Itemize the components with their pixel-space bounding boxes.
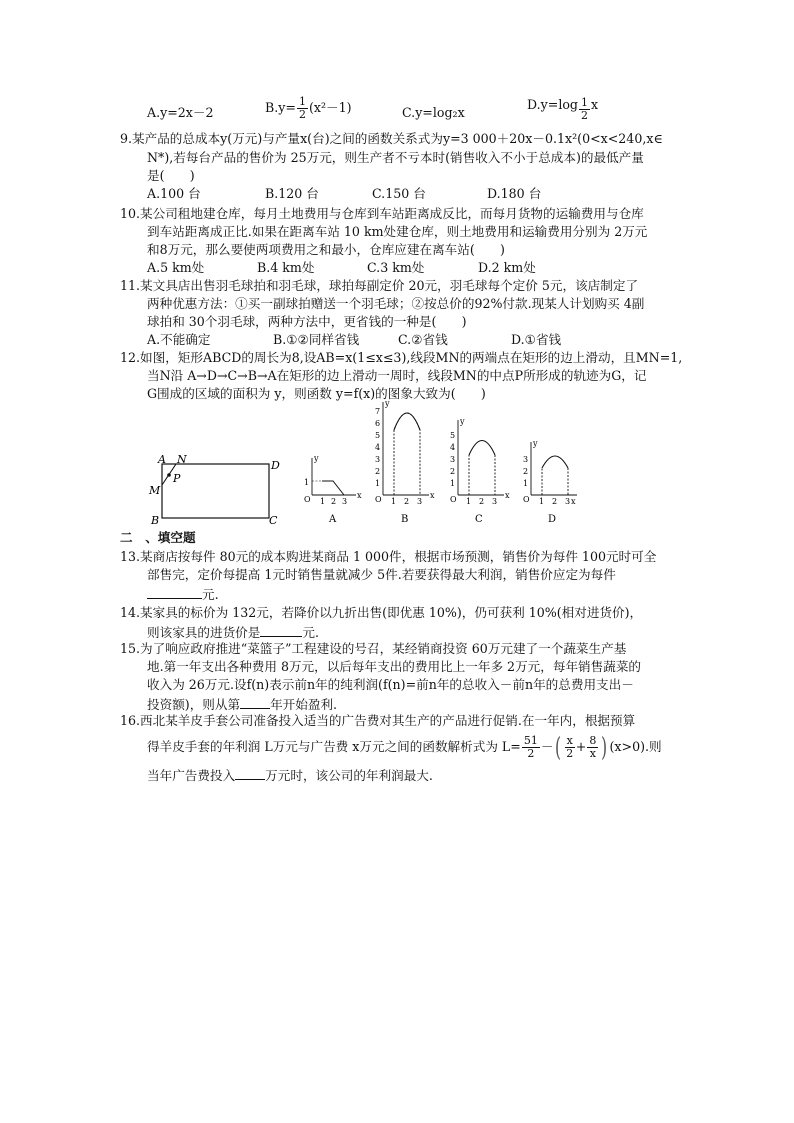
graph-c-ytick-4: 4 bbox=[450, 443, 456, 452]
q8-b-prefix: B.y= bbox=[265, 100, 296, 115]
q16-prefix-2: 当年广告费投入 bbox=[147, 768, 236, 783]
q11-option-a: A.不能确定 bbox=[147, 332, 211, 347]
q12-line-3: G围成的区域的面积为 y，则函数 y=f(x)的图象大致为( ) bbox=[147, 386, 486, 401]
graph-d-y-label: y bbox=[533, 439, 538, 448]
q16-f2-num: x bbox=[566, 734, 573, 747]
graph-c-ytick-3: 3 bbox=[450, 455, 456, 464]
graph-a-curve bbox=[322, 481, 344, 495]
q16-suffix-2: 万元时，该公司的年利润最大. bbox=[265, 768, 433, 783]
q16-line-2 bbox=[147, 730, 662, 764]
q8-d-prefix: D.y=log bbox=[527, 97, 578, 112]
graph-a-xtick-2: 2 bbox=[331, 497, 337, 506]
graph-c-ytick-1: 1 bbox=[450, 479, 456, 488]
q13-line-2: 部售完，定价每提高 1元时销售量就减少 5件.若要获得最大利润，销售价应定为每件 bbox=[147, 567, 616, 582]
graph-b-curve bbox=[394, 413, 420, 430]
q10-option-d: D.2 km处 bbox=[478, 260, 536, 275]
q13-line-3 bbox=[147, 584, 219, 604]
label-b: B bbox=[151, 514, 160, 527]
q16-suffix-1: (x>0).则 bbox=[609, 739, 662, 754]
graph-a-x-label: x bbox=[357, 491, 362, 500]
graph-c-y-label: y bbox=[460, 417, 465, 426]
graph-c-guides bbox=[469, 455, 495, 495]
q9-option-c: C.150 台 bbox=[372, 186, 426, 201]
q14-line-2 bbox=[147, 622, 319, 642]
label-p: P bbox=[173, 472, 181, 485]
q12-figure bbox=[140, 400, 580, 530]
graph-c-xtick-3: 3 bbox=[492, 497, 498, 506]
q8-d-suffix: x bbox=[591, 97, 599, 112]
q8-b-den: 2 bbox=[298, 108, 306, 121]
q12-line-1: 12.如图，矩形ABCD的周长为8,设AB=x(1≤x≤3),线段MN的两端点在矩形的边上滑动，且MN=1, bbox=[120, 350, 683, 365]
graph-d-xtick-3: 3 bbox=[565, 497, 571, 506]
graph-d-ytick-3: 3 bbox=[523, 455, 529, 464]
q14-answer-blank[interactable] bbox=[260, 622, 302, 637]
q9-line-1: 9.某产品的总成本y(万元)与产量x(台)之间的函数关系式为y=3 000＋20x－0.1x²(0<x<240,x∈ bbox=[120, 131, 663, 146]
label-m: M bbox=[149, 484, 161, 497]
q10-line-3: 和8万元，那么要使两项费用之和最小，仓库应建在离车站( ) bbox=[147, 242, 505, 257]
graph-a-ytick-1: 1 bbox=[304, 478, 310, 487]
q9-line-2: N*),若每台产品的售价为 25万元，则生产者不亏本时(销售收入不小于总成本)的最低产量 bbox=[147, 150, 644, 165]
label-n: N bbox=[177, 453, 187, 466]
graph-a-xtick-3: 3 bbox=[342, 497, 348, 506]
q9-option-a: A.100 台 bbox=[147, 186, 201, 201]
q15-prefix: 投资额)，则从第 bbox=[147, 697, 241, 712]
q11-option-b: B.①②同样省钱 bbox=[273, 332, 360, 347]
graph-b-ytick-5: 5 bbox=[375, 431, 381, 440]
q13-suffix: 元. bbox=[202, 587, 219, 602]
q9-option-d: D.180 台 bbox=[487, 186, 542, 201]
section-fill-in-title: 二 、填空题 bbox=[120, 530, 196, 545]
graph-b-ytick-3: 3 bbox=[375, 455, 381, 464]
q11-line-3: 球拍和 30个羽毛球，两种方法中，更省钱的一种是( ) bbox=[147, 314, 467, 329]
graph-a-origin: O bbox=[304, 495, 311, 504]
q10-option-a: A.5 km处 bbox=[147, 260, 205, 275]
graph-b-ytick-1: 1 bbox=[375, 479, 381, 488]
q16-minus: － bbox=[540, 739, 554, 754]
q16-line-1: 16.西北某羊皮手套公司准备投入适当的广告费对其生产的产品进行促销.在一年内，根据预算 bbox=[120, 713, 636, 728]
graph-c bbox=[450, 417, 510, 525]
graph-a bbox=[304, 454, 362, 525]
graph-a-y-label: y bbox=[314, 454, 319, 463]
q16-f2-den: 2 bbox=[566, 747, 574, 760]
q8-b-suffix: (x²－1) bbox=[308, 100, 352, 115]
graph-b-caption: B bbox=[401, 514, 409, 525]
graph-b-y-label: y bbox=[385, 400, 390, 408]
graph-b-ytick-4: 4 bbox=[375, 443, 381, 452]
graph-d-caption: D bbox=[548, 514, 557, 525]
q9-option-b: B.120 台 bbox=[265, 186, 319, 201]
graph-c-origin: O bbox=[450, 495, 457, 504]
q15-answer-blank[interactable] bbox=[240, 694, 270, 709]
graph-b-ytick-7: 7 bbox=[375, 407, 381, 416]
graph-b-origin: O bbox=[375, 495, 382, 504]
graph-d-ytick-2: 2 bbox=[523, 467, 529, 476]
q16-fraction-x-2 bbox=[565, 735, 575, 760]
q11-option-c: C.②省钱 bbox=[398, 332, 448, 347]
q10-option-c: C.3 km处 bbox=[367, 260, 425, 275]
graph-d-xtick-2: 2 bbox=[552, 497, 558, 506]
q8-d-fraction bbox=[579, 97, 590, 122]
q16-f1-num: 51 bbox=[523, 734, 538, 747]
q16-f1-den: 2 bbox=[527, 747, 535, 760]
q10-line-1: 10.某公司租地建仓库，每月土地费用与仓库到车站距离成反比，而每月货物的运输费用与仓库 bbox=[120, 206, 644, 221]
q12-line-2: 当N沿 A→D→C→B→A在矩形的边上滑动一周时，线段MN的中点P所形成的轨迹为G，记 bbox=[147, 368, 647, 383]
graph-d bbox=[523, 439, 577, 525]
graph-d-ytick-1: 1 bbox=[523, 479, 529, 488]
q8-d-den: 2 bbox=[581, 109, 588, 122]
q16-left-paren: ( bbox=[555, 732, 562, 763]
graph-c-caption: C bbox=[475, 514, 483, 525]
q16-fraction-8-x bbox=[587, 735, 598, 760]
q11-line-2: 两种优惠方法：①买一副球拍赠送一个羽毛球；②按总价的92%付款.现某人计划购买 4副 bbox=[147, 296, 645, 311]
q10-line-2: 到车站距离成正比.如果在距离车站 10 km处建仓库，则土地费用和运输费用分别为 2万元 bbox=[147, 224, 648, 239]
graph-b-xtick-2: 2 bbox=[404, 497, 410, 506]
q14-line-1: 14.某家具的标价为 132元，若降价以九折出售(即优惠 10%)，仍可获利 10%(相对进货价)， bbox=[120, 605, 643, 620]
q16-line-3 bbox=[147, 765, 433, 785]
label-c: C bbox=[269, 514, 278, 527]
graph-b-x-label: x bbox=[430, 491, 435, 500]
q16-fraction-51-2 bbox=[522, 735, 540, 760]
q14-suffix: 元. bbox=[302, 625, 319, 640]
graph-c-curve bbox=[469, 441, 495, 456]
graph-d-x-label: x bbox=[571, 497, 576, 506]
graph-d-xtick-1: 1 bbox=[539, 497, 545, 506]
graph-c-x-label: x bbox=[505, 491, 510, 500]
graph-b bbox=[375, 400, 435, 525]
label-a: A bbox=[158, 453, 166, 466]
graph-d-guides bbox=[542, 468, 568, 495]
graph-d-curve bbox=[542, 456, 568, 468]
graph-c-xtick-2: 2 bbox=[479, 497, 485, 506]
rectangle-abcd bbox=[148, 453, 280, 527]
q14-prefix: 则该家具的进货价是 bbox=[147, 625, 261, 640]
label-d: D bbox=[271, 459, 280, 472]
graph-d-origin: O bbox=[523, 495, 530, 504]
q13-line-1: 13.某商店按每件 80元的成本购进某商品 1 000件，根据市场预测，销售价为每件 100元时可全 bbox=[120, 549, 657, 564]
q8-option-b bbox=[265, 96, 352, 121]
graph-b-ytick-6: 6 bbox=[375, 419, 381, 428]
graph-b-ytick-2: 2 bbox=[375, 467, 381, 476]
graph-b-xtick-3: 3 bbox=[417, 497, 423, 506]
graph-b-guides bbox=[394, 413, 420, 495]
graph-c-ytick-2: 2 bbox=[450, 467, 456, 476]
q9-line-3: 是( ) bbox=[147, 168, 195, 183]
q15-line-2: 地.第一年支出各种费用 8万元，以后每年支出的费用比上一年多 2万元，每年销售蔬菜的 bbox=[147, 659, 642, 674]
q16-f3-num: 8 bbox=[589, 734, 597, 747]
q8-b-num: 1 bbox=[298, 95, 306, 108]
q8-d-num: 1 bbox=[581, 96, 588, 109]
q8-option-d bbox=[527, 96, 598, 122]
q16-f3-den: x bbox=[589, 747, 596, 760]
graph-c-ytick-5: 5 bbox=[450, 431, 456, 440]
graph-a-xtick-1: 1 bbox=[320, 497, 326, 506]
q10-option-b: B.4 km处 bbox=[257, 260, 315, 275]
q16-right-paren: ) bbox=[601, 732, 608, 763]
q8-option-c: C.y=log₂x bbox=[402, 105, 465, 120]
q15-suffix: 年开始盈利. bbox=[270, 697, 338, 712]
q15-line-3: 收入为 26万元.设f(n)表示前n年的纯利润(f(n)=前n年的总收入－前n年的总费用支出－ bbox=[147, 677, 634, 692]
q16-answer-blank[interactable] bbox=[235, 765, 265, 780]
graph-c-xtick-1: 1 bbox=[466, 497, 472, 506]
graph-a-caption: A bbox=[329, 514, 337, 525]
q11-option-d: D.①省钱 bbox=[511, 332, 562, 347]
q15-line-1: 15.为了响应政府推进“菜篮子”工程建设的号召，某经销商投资 60万元建了一个蔬菜生产基 bbox=[120, 641, 627, 656]
q16-plus: + bbox=[575, 739, 587, 754]
q16-prefix: 得羊皮手套的年利润 L万元与广告费 x万元之间的函数解析式为 L= bbox=[147, 739, 521, 754]
q8-b-fraction bbox=[297, 96, 308, 121]
q15-line-4 bbox=[147, 694, 337, 714]
q11-line-1: 11.某文具店出售羽毛球拍和羽毛球，球拍每副定价 20元，羽毛球每个定价 5元，该店制定了 bbox=[120, 278, 639, 293]
q13-answer-blank[interactable] bbox=[147, 584, 202, 599]
point-p bbox=[167, 473, 171, 477]
q8-option-a: A.y=2x－2 bbox=[147, 105, 214, 120]
graph-b-xtick-1: 1 bbox=[391, 497, 397, 506]
